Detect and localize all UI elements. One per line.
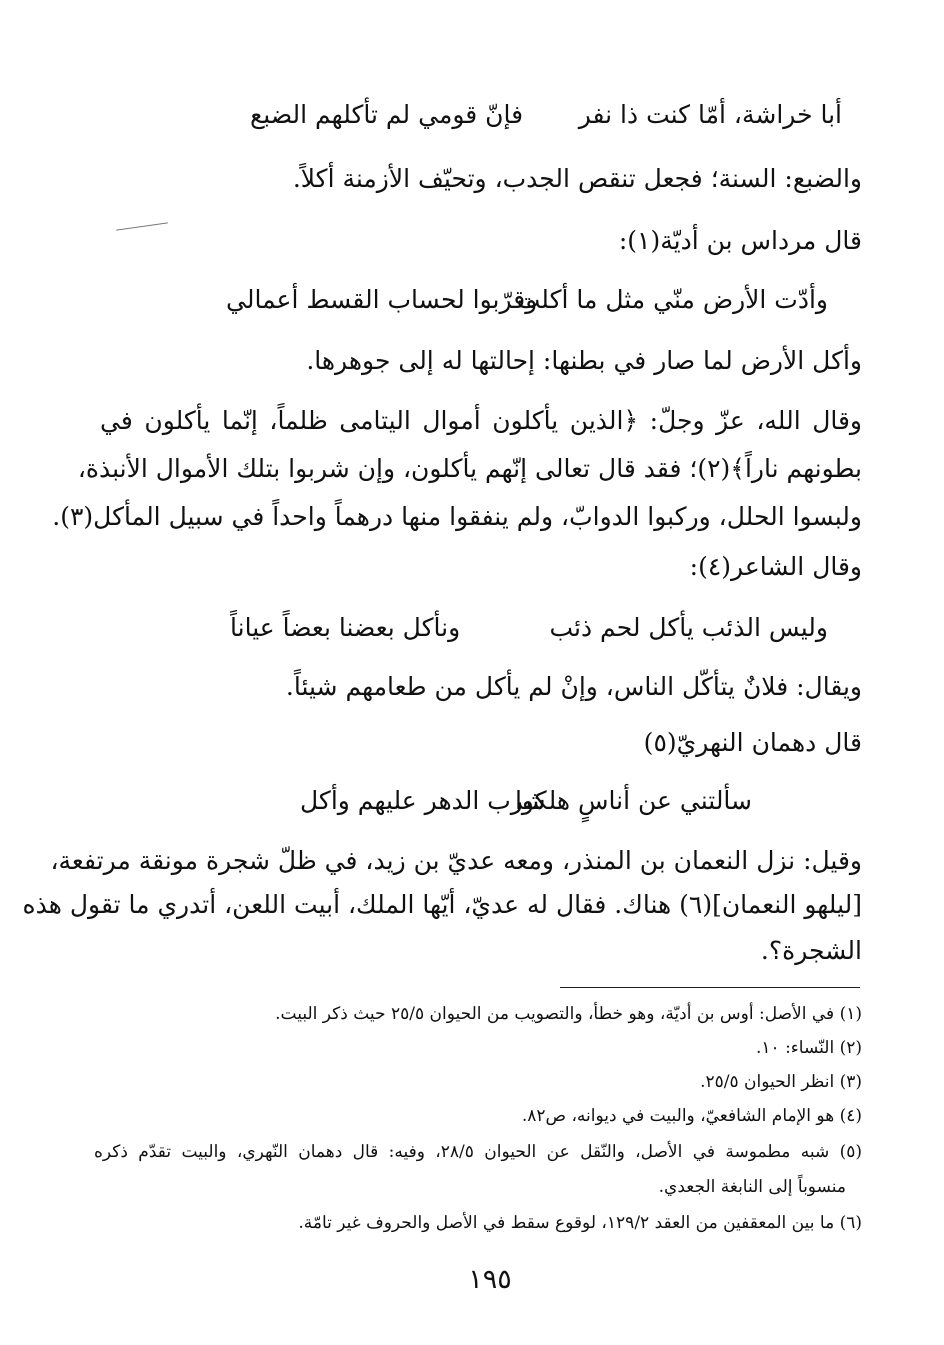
verse-2-right-hemistich: وأدّت الأرض منّي مثل ما أكلت bbox=[516, 285, 828, 314]
verse-intro-4: وقال الشاعر(٤): bbox=[689, 552, 862, 581]
footnote-4: (٤) هو الإمام الشافعيّ، والبيت في ديوانه، ص٨٢. bbox=[521, 1106, 862, 1126]
verse-5-right-hemistich: سألتني عن أناسٍ هلكوا bbox=[514, 786, 752, 815]
scan-mark bbox=[116, 222, 168, 230]
footnote-2: (٢) النّساء: ١٠. bbox=[756, 1038, 862, 1058]
paragraph-3-line-3: ولبسوا الحلل، وركبوا الدوابّ، ولم ينفقوا منها درهماً واحداً في سبيل المأكل(٣). bbox=[52, 502, 862, 531]
paragraph-3-line-2: بطونهم ناراً﴾(٢)؛ فقد قال تعالى إنّهم يأكلون، وإن شربوا بتلك الأموال الأنبذة، bbox=[77, 454, 862, 483]
footnote-5-line-2: منسوباً إلى النابغة الجعدي. bbox=[658, 1177, 846, 1197]
footnote-3: (٣) انظر الحيوان ٢٥/٥. bbox=[700, 1072, 862, 1092]
verse-2-left-hemistich: وقرّبوا لحساب القسط أعمالي bbox=[226, 285, 538, 314]
footnote-5-line-1: (٥) شبه مطموسة في الأصل، والنّقل عن الحيوان ٢٨/٥، وفيه: قال دهمان النّهري، والبيت تقدّم ذكره bbox=[94, 1142, 862, 1162]
footnote-separator bbox=[560, 987, 860, 988]
paragraph-1: والضبع: السنة؛ فجعل تنقص الجدب، وتحيّف الأزمنة أكلاً. bbox=[292, 164, 862, 193]
verse-1-right-hemistich: أبا خراشة، أمّا كنت ذا نفر bbox=[578, 100, 842, 129]
paragraph-5-line-1: وقيل: نزل النعمان بن المنذر، ومعه عديّ بن زيد، في ظلّ شجرة مونقة مرتفعة، bbox=[50, 846, 862, 875]
paragraph-5-line-3: الشجرة؟. bbox=[760, 936, 862, 965]
paragraph-4: ويقال: فلانٌ يتأكّل الناس، وإنْ لم يأكل من طعامهم شيئاً. bbox=[285, 672, 862, 701]
paragraph-3-line-1: وقال الله، عزّ وجلّ: ﴿الذين يأكلون أموال اليتامى ظلماً، إنّما يأكلون في bbox=[100, 406, 862, 435]
footnote-6: (٦) ما بين المعقفين من العقد ١٢٩/٢، لوقوع سقط في الأصل والحروف غير تامّة. bbox=[298, 1213, 862, 1233]
paragraph-5-line-2: [ليلهو النعمان](٦) هناك. فقال له عديّ، أيّها الملك، أبيت اللعن، أتدري ما تقول هذه bbox=[22, 890, 862, 919]
verse-4-left-hemistich: ونأكل بعضنا بعضاً عياناً bbox=[230, 613, 461, 642]
page-number: ١٩٥ bbox=[468, 1264, 512, 1295]
verse-1-left-hemistich: فإنّ قومي لم تأكلهم الضبع bbox=[250, 100, 524, 129]
verse-4-right-hemistich: وليس الذئب يأكل لحم ذئب bbox=[549, 613, 828, 642]
footnote-1: (١) في الأصل: أوس بن أديّة، وهو خطأ، والتصويب من الحيوان ٢٥/٥ حيث ذكر البيت. bbox=[275, 1004, 862, 1024]
verse-intro-2: قال مرداس بن أديّة(١): bbox=[618, 226, 862, 255]
paragraph-2: وأكل الأرض لما صار في بطنها: إحالتها له إلى جوهرها. bbox=[306, 346, 862, 375]
verse-5-left-hemistich: شرب الدهر عليهم وأكل bbox=[300, 786, 546, 815]
verse-intro-5: قال دهمان النهريّ(٥) bbox=[643, 728, 862, 757]
